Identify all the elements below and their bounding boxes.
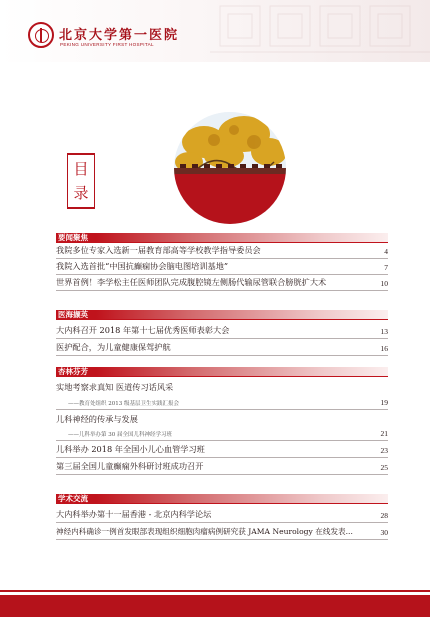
section-heading: 杏林芬芳 [56, 367, 388, 377]
toc-entry[interactable]: 我院多位专家入选新一届教育部高等学校教学指导委员会 4 [56, 245, 388, 256]
toc-subentry[interactable]: ——教育处组织 2013 级基层卫生实践汇报会 19 [68, 398, 388, 407]
toc-title [67, 153, 95, 209]
footer-divider [0, 590, 430, 592]
logo-english-name: PEKING UNIVERSITY FIRST HOSPITAL [60, 42, 154, 47]
section-news-focus [56, 233, 388, 288]
footer-bar [0, 595, 430, 617]
toc-title-char-1: 目 [73, 159, 89, 178]
cover-photo [174, 112, 286, 224]
toc-entry[interactable]: 儿科神经的传承与发展 [56, 414, 138, 424]
section-medical-highlights [56, 310, 388, 353]
section-academic-exchange [56, 494, 388, 537]
toc-title-char-2: 录 [73, 183, 89, 202]
toc-entry[interactable]: 世界首例！李学松主任医师团队完成腹腔镜左侧肠代输尿管联合膀胱扩大术 10 [56, 277, 388, 288]
logo-chinese-name: 北京大学第一医院 [59, 28, 180, 43]
toc-entry[interactable]: 神经内科确诊一例首发眼部表现组织细胞肉瘤病例研究获 JAMA Neurology 在线发表... 30 [56, 527, 388, 537]
section-apricot-forest [56, 367, 388, 472]
autumn-wall-illustration [174, 112, 286, 224]
toc-entry[interactable]: 大内科召开 2018 年第十七届优秀医师表彰大会 13 [56, 325, 388, 336]
section-heading: 要闻聚焦 [56, 233, 388, 243]
toc-entry[interactable]: 我院入选首批“中国抗癫痫协会脑电图培训基地” 7 [56, 261, 388, 272]
hospital-logo-icon [28, 22, 54, 48]
toc-entry[interactable]: 医护配合，为儿童健康保驾护航 16 [56, 342, 388, 353]
toc-entry[interactable]: 大内科举办第十一届香港 - 北京内科学论坛 28 [56, 509, 388, 520]
lattice-pattern [210, 0, 430, 62]
section-heading: 医海撷英 [56, 310, 388, 320]
toc-entry[interactable]: 第三届全国儿童癫痫外科研讨班成功召开 25 [56, 461, 388, 472]
section-heading: 学术交流 [56, 494, 388, 504]
page-header [0, 0, 430, 62]
toc-entry[interactable]: 儿科举办 2018 年全国小儿心血管学习班 23 [56, 444, 388, 455]
toc-subentry[interactable]: ——儿科举办第 30 届全国儿科神经学习班 21 [68, 429, 388, 438]
toc-entry[interactable]: 实地考察求真知 医道传习话风采 [56, 382, 174, 392]
